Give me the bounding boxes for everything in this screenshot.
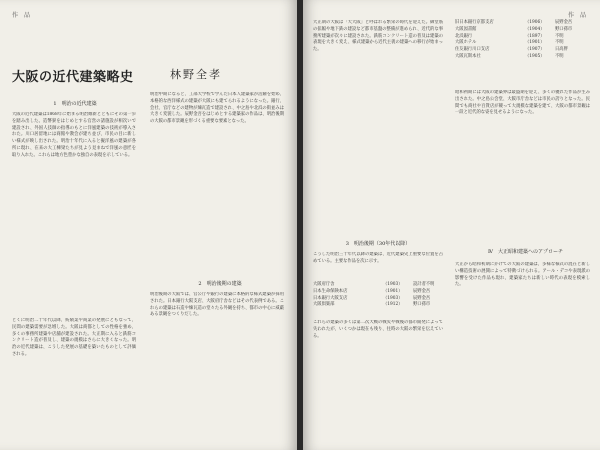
table-cell-year: （1903） bbox=[383, 295, 403, 301]
right-running-head: 作 品 bbox=[567, 12, 586, 19]
works-table-1 bbox=[313, 282, 443, 309]
table-cell-year: （1907） bbox=[525, 47, 545, 53]
works-table-2 bbox=[455, 20, 590, 61]
right-col-1: 大正期の大阪は「大大阪」と呼ばれる繁栄の時代を迎えた。御堂筋の拡幅や地下鉄の建設など都市基盤の整備が進められ、近代的な事務所建築が次々に建設された。鉄筋コンクリート造の普及は建築の表現を大きく変え、様式建築から近代主義の建築への移行が始まった。 bbox=[313, 20, 443, 53]
table-cell-name: 大阪瓦斯本社 bbox=[455, 53, 481, 59]
table-cell-name: 住友銀行川口支店 bbox=[455, 47, 490, 53]
table-cell-name: 大阪ホテル bbox=[455, 40, 477, 46]
right-col-5: 大正から昭和初期にかけての大阪の建築は、多様な様式の混在と新しい構造技術の展開によって特徴づけられる。アール・デコや表現派の影響を受けた作品も現れ、建築家たちは新しい時代の表現を模索した。 bbox=[455, 262, 590, 288]
section-heading-2: 2 明治後期の建築 bbox=[198, 281, 242, 287]
table-row bbox=[313, 302, 443, 309]
table-cell-architect: 辰野金吾 bbox=[413, 288, 431, 294]
left-col-4: 明治後期の大阪では、官公庁や銀行の建築に本格的な様式建築が採用された。日本銀行大阪支店、大阪府庁舎などはその代表例である。これらの建築は石造や煉瓦造の堂々たる外観を持ち、都市の中心に威厳ある景観をつくりだした。 bbox=[150, 292, 284, 318]
right-col-4: これらの建築の多くは第二次大戦の戦災や戦後の都市開発によって失われたが、いくつかは現在も残り、往時の大阪の繁栄を伝えている。 bbox=[313, 320, 443, 339]
table-cell-architect: 辰野金吾 bbox=[413, 295, 431, 301]
table-row bbox=[455, 20, 590, 27]
left-col-3: とくに明治二十年代以降、紡績業や商業の発展にともなって、民間の建築需要が急増した。大阪は商都としての性格を強め、多くの事務所建築や店舗が建設された。大正期に入ると鉄筋コンクリート造が普及し、建築の規模はさらに大きくなった。明治の近代建築は、こうした発展の基礎を築いたものとして評価される。 bbox=[12, 318, 136, 357]
table-row bbox=[313, 282, 443, 289]
table-cell-architect: 設計者不明 bbox=[413, 282, 435, 287]
right-col-3: こうした明治三十年代以降の建築は、近代建築史上重要な位置を占めている。主要な作品を次に示す。 bbox=[313, 252, 443, 264]
section-heading-1: 1 明治の近代建築 bbox=[53, 101, 97, 107]
table-row bbox=[313, 289, 443, 296]
table-cell-name: 北浜銀行 bbox=[455, 33, 473, 39]
table-cell-year: （1903） bbox=[383, 282, 403, 287]
table-cell-architect: 不明 bbox=[555, 40, 564, 46]
table-row bbox=[455, 47, 590, 54]
section-heading-3: 3 明治後期（30年代以降） bbox=[345, 241, 411, 247]
table-row bbox=[455, 54, 590, 61]
table-cell-name: 大阪倶楽部 bbox=[313, 302, 335, 308]
table-cell-year: （1906） bbox=[525, 20, 545, 25]
table-cell-architect: 辰野金吾 bbox=[555, 20, 573, 25]
table-cell-name: 日本生命保険本店 bbox=[313, 288, 348, 294]
table-cell-name: 大阪図書館 bbox=[455, 26, 477, 32]
left-running-head: 作 品 bbox=[12, 12, 31, 19]
table-cell-name: 日本銀行大阪支店 bbox=[313, 295, 348, 301]
left-col-1: 大阪の近代建築は1868年に始まる明治維新とともにその第一歩を踏み出した。造幣寮をはじめとする官営の諸施設が相次いで建設され、外国人技師の指導のもとに洋風建築の技術が導入された。川口居留地には商館や教会が建ち並び、市民の目に新しい様式が映し出された。明治十年代に入ると擬洋風の建築が各所に現れ、在来の大工棟梁たちが見よう見まねで洋風の意匠を取り入れた。これらは地方色豊かな独自の表現を示している。 bbox=[12, 112, 136, 158]
table-cell-architect: 野口孫市 bbox=[413, 302, 431, 308]
table-cell-architect: 日高胖 bbox=[555, 47, 568, 53]
left-col-2: 明治中期になると、工部大学校で学んだ日本人建築家が活躍を始め、本格的な西洋様式の建築が大阪にも建てられるようになった。銀行、会社、官庁などの建物が煉瓦造で建設され、中之島や北浜の街並みは大きく変貌した。辰野金吾をはじめとする建築家の作品は、明治後期の大阪の都市景観を形づくる重要な要素となった。 bbox=[150, 92, 284, 125]
right-page bbox=[303, 0, 600, 450]
table-cell-architect: 不明 bbox=[555, 33, 564, 39]
table-cell-year: （1901） bbox=[383, 288, 403, 294]
left-page bbox=[0, 0, 297, 450]
table-cell-name: 旧日本銀行京都支店 bbox=[455, 20, 494, 25]
table-cell-year: （1901） bbox=[525, 40, 545, 46]
article-title: 大阪の近代建築略史 bbox=[12, 70, 134, 85]
section-heading-4: Ⅳ 大正昭和建築へのアプローチ bbox=[488, 249, 563, 255]
table-cell-year: （1897） bbox=[525, 33, 545, 39]
table-cell-year: （1905） bbox=[525, 53, 545, 59]
table-cell-year: （1904） bbox=[525, 26, 545, 32]
table-row bbox=[455, 27, 590, 34]
table-cell-name: 大阪府庁舎 bbox=[313, 282, 335, 287]
article-author: 林野全孝 bbox=[170, 68, 222, 81]
table-cell-architect: 野口孫市 bbox=[555, 26, 573, 32]
table-cell-architect: 不明 bbox=[555, 53, 564, 59]
right-col-2: 昭和初期には大阪の建築界は最盛期を迎え、多くの優れた作品が生み出された。中之島公会堂、大阪市庁舎などは市民の誇りとなった。民間でも商社や百貨店が競って大規模な建築を建て、大阪の都市景観は一段と近代的な姿を見せるようになった。 bbox=[455, 90, 590, 116]
table-cell-year: （1912） bbox=[383, 302, 403, 308]
